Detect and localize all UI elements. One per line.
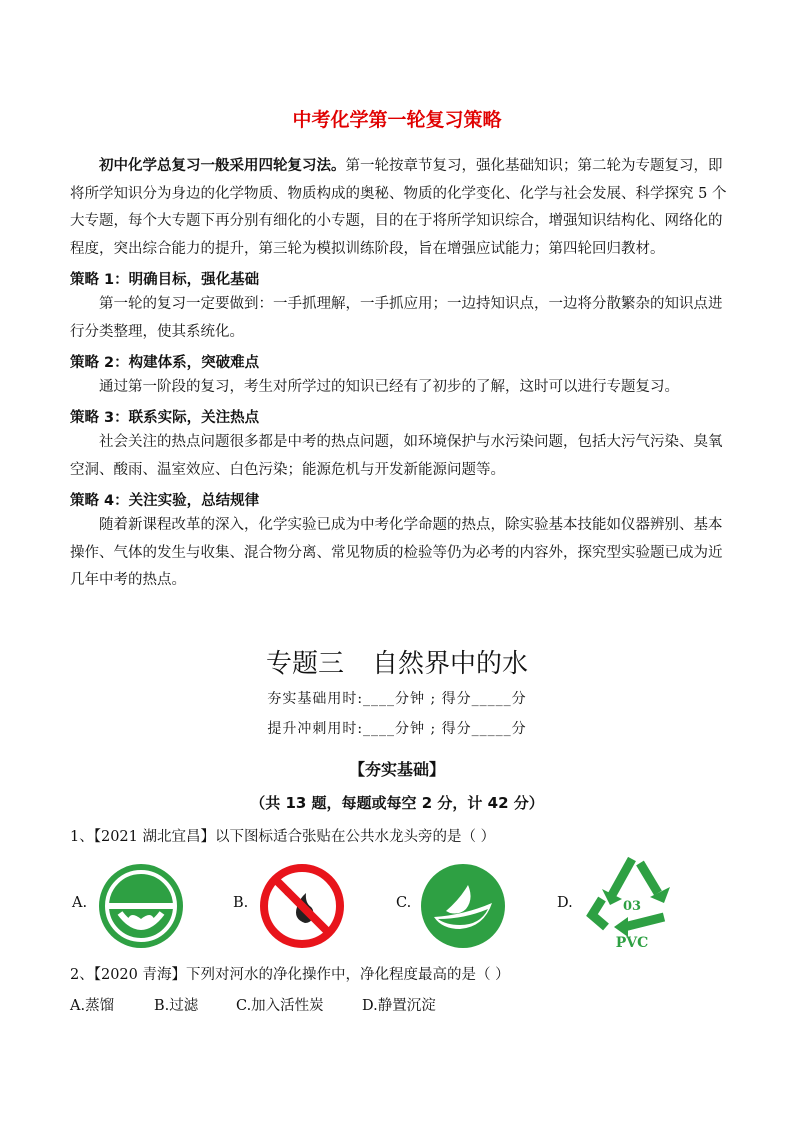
page-title: 中考化学第一轮复习策略 — [292, 109, 502, 131]
strategy-4-text: 随着新课程改革的深入，化学实验已成为中考化学命题的热点，除实验基本技能如仪器辨别、基本操作、气体的发生与收集、混合物分离、常见物质的检验等仍为必考的内容外，探究型实验题已成为近几年中考的热点。 — [70, 517, 723, 588]
no-fire-icon — [259, 863, 345, 949]
section-subtitle: （共 13 题，每题或每空 2 分，计 42 分） — [250, 794, 544, 812]
question-2-option-b[interactable]: B.过滤 — [154, 998, 199, 1014]
question-2-options — [70, 994, 436, 1015]
recycle-code-label: 03 — [622, 899, 642, 914]
question-1-option-a[interactable]: A. — [72, 895, 88, 911]
question-1-stem: 1、【2021 湖北宜昌】以下图标适合张贴在公共水龙头旁的是（ ） — [70, 829, 496, 845]
question-2-option-d[interactable]: D.静置沉淀 — [362, 998, 436, 1014]
strategy-2-heading: 策略 2：构建体系，突破难点 — [70, 355, 260, 371]
topic-title — [0, 643, 794, 680]
question-2-option-a[interactable]: A.蒸馏 — [70, 998, 115, 1014]
intro-bold-lead: 初中化学总复习一般采用四轮复习法。 — [99, 158, 346, 174]
strategy-4-heading: 策略 4：关注实验，总结规律 — [70, 493, 260, 509]
timing-basic: 夯实基础用时:____分钟 ; 得分_____分 — [267, 691, 527, 707]
question-2-option-c[interactable]: C.加入活性炭 — [236, 998, 324, 1014]
water-drop-icon — [420, 863, 506, 949]
topic-name: 自然界中的水 — [372, 649, 529, 679]
topic-number: 专题三 — [265, 649, 344, 679]
question-1-option-b[interactable]: B. — [233, 895, 249, 911]
question-1-option-c[interactable]: C. — [396, 895, 412, 911]
timing-advanced: 提升冲刺用时:____分钟 ; 得分_____分 — [267, 721, 527, 737]
intro-text: 第一轮按章节复习，强化基础知识；第二轮为专题复习，即将所学知识分为身边的化学物质、物质构成的奥秘、物质的化学变化、化学与社会发展、科学探究 5 个大专题，每个大专题下再分别有细化的小专题，目的在于将所学知识综合，增强知识结构化、网络化的程度，突出综合能力的提升，第三轮为模拟训练阶段，旨在增强应试能力；第四轮回归教材。 — [70, 158, 727, 257]
strategy-1-heading: 策略 1：明确目标，强化基础 — [70, 272, 260, 288]
strategy-3-heading: 策略 3：联系实际，关注热点 — [70, 410, 260, 426]
question-2-stem: 2、【2020 青海】下列对河水的净化操作中，净化程度最高的是（ ） — [70, 967, 510, 983]
question-1-option-d[interactable]: D. — [557, 895, 573, 911]
intro-paragraph — [70, 153, 730, 263]
water-saving-icon — [98, 863, 184, 949]
strategy-2-text: 通过第一阶段的复习，考生对所学过的知识已经有了初步的了解，这时可以进行专题复习。 — [99, 379, 679, 395]
section-title: 【夯实基础】 — [348, 760, 445, 779]
strategy-1-text: 第一轮的复习一定要做到：一手抓理解，一手抓应用；一边持知识点，一边将分散繁杂的知识点进行分类整理，使其系统化。 — [70, 296, 723, 340]
recycle-material-label: PVC — [615, 935, 649, 951]
strategy-3-text: 社会关注的热点问题很多都是中考的热点问题，如环境保护与水污染问题，包括大污气污染、臭氧空洞、酸雨、温室效应、白色污染；能源危机与开发新能源问题等。 — [70, 434, 723, 478]
